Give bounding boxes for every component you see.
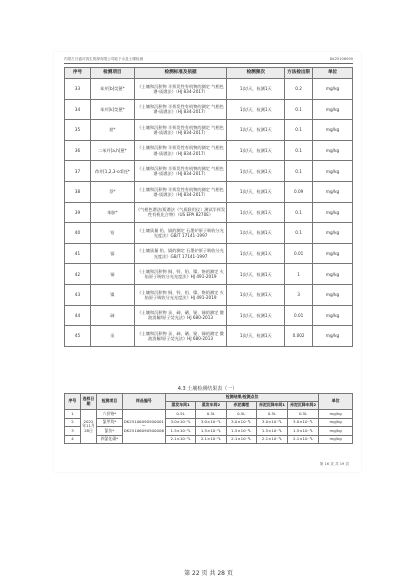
row-unit: mg/kg xyxy=(313,326,353,347)
row-limit: 0.09 xyxy=(285,181,313,202)
results-table-row xyxy=(65,410,353,419)
methods-table-row xyxy=(65,140,353,161)
r-row-value: 0.5L xyxy=(165,410,195,419)
row-method: 《土壤和沉积物 铜、锌、铅、镍、铬的测定 火焰原子吸收分光光度法》HJ 491-2019 xyxy=(134,264,227,285)
row-unit: mg/kg xyxy=(313,305,353,326)
row-no: 33 xyxy=(65,79,91,100)
row-limit: 0.1 xyxy=(285,140,313,161)
row-method: 《土壤和沉积物 铜、锌、铅、镍、铬的测定 火焰原子吸收分光光度法》HJ 491-2019 xyxy=(134,284,227,305)
methods-table-row xyxy=(65,99,353,120)
col-unit: 单位 xyxy=(313,68,353,79)
col-method: 检测标准及依据 xyxy=(134,68,227,79)
row-item: 萘* xyxy=(90,181,134,202)
results-table xyxy=(64,393,353,444)
r-col-sample-id: 样品编号 xyxy=(122,394,165,410)
methods-table-row xyxy=(65,305,353,326)
row-frequency: 1次/天，检测1天 xyxy=(227,99,285,120)
row-no: 40 xyxy=(65,223,91,244)
row-limit: 0.002 xyxy=(285,326,313,347)
row-frequency: 1次/天，检测1天 xyxy=(227,305,285,326)
row-unit: mg/kg xyxy=(313,243,353,264)
row-item: 苯并[b]荧蒽* xyxy=(90,79,134,100)
row-method: 《土壤质量 铅、镉的测定 石墨炉原子吸收分光光度法》GB/T 17141-1997 xyxy=(134,243,227,264)
r-row-unit: mg/kg xyxy=(319,427,353,436)
row-item: 铅 xyxy=(90,223,134,244)
r-row-value: 2.1×10⁻³L xyxy=(226,435,256,444)
r-row-item: 氯仿* xyxy=(97,427,123,436)
row-limit: 0.1 xyxy=(285,99,313,120)
row-method: 《土壤和沉积物 半挥发性有机物的测定 气相色谱-质谱法》（HJ 834-2017） xyxy=(134,79,227,100)
row-item: 苯胺* xyxy=(90,202,134,223)
r-row-value: 3.0×10⁻³L xyxy=(165,418,195,427)
row-frequency: 1次/天，检测1天 xyxy=(227,140,285,161)
row-limit: 0.1 xyxy=(285,202,313,223)
r-row-item: 四氯化碳* xyxy=(97,435,123,444)
row-frequency: 1次/天，检测1天 xyxy=(227,181,285,202)
r-row-value: 0.5L xyxy=(196,410,226,419)
row-unit: mg/kg xyxy=(313,181,353,202)
r-row-value: 3.0×10⁻³L xyxy=(288,418,319,427)
r-row-value: 0.5L xyxy=(256,410,287,419)
row-frequency: 1次/天，检测1天 xyxy=(227,79,285,100)
row-no: 44 xyxy=(65,305,91,326)
row-unit: mg/kg xyxy=(313,79,353,100)
row-no: 42 xyxy=(65,264,91,285)
r-row-value: 3.0×10⁻³L xyxy=(256,418,287,427)
row-frequency: 1次/天，检测1天 xyxy=(227,326,285,347)
row-no: 41 xyxy=(65,243,91,264)
row-no: 35 xyxy=(65,120,91,141)
row-item: 茚并[1,2,3-cd]芘* xyxy=(90,161,134,182)
results-table-row xyxy=(65,418,353,427)
r-row-value: 1.5×10⁻³L xyxy=(288,427,319,436)
r-row-unit: mg/kg xyxy=(319,435,353,444)
row-no: 34 xyxy=(65,99,91,120)
r-col-item: 检测项目 xyxy=(97,394,123,410)
r-row-value: 0.5L xyxy=(288,410,319,419)
row-limit: 1 xyxy=(285,264,313,285)
row-no: 37 xyxy=(65,161,91,182)
methods-table-row xyxy=(65,326,353,347)
row-frequency: 1次/天，检测1天 xyxy=(227,223,285,244)
col-item: 检测项目 xyxy=(90,68,134,79)
header-company: 内蒙古日盛可再生资源有限公司地下水及土壤检测 xyxy=(64,57,144,61)
row-limit: 3 xyxy=(285,284,313,305)
r-row-no: 2 xyxy=(65,418,81,427)
row-frequency: 1次/天，检测1天 xyxy=(227,243,285,264)
row-item: 镍 xyxy=(90,284,134,305)
row-limit: 0.01 xyxy=(285,305,313,326)
row-item: 镉 xyxy=(90,243,134,264)
r-col-point-1: 蒸发车间1 xyxy=(165,402,195,410)
methods-table-row xyxy=(65,161,353,182)
r-row-item: 氯甲烷* xyxy=(97,418,123,427)
row-item: 砷 xyxy=(90,305,134,326)
methods-table-row xyxy=(65,120,353,141)
methods-table-row xyxy=(65,284,353,305)
r-col-date: 选样日期 xyxy=(80,394,96,410)
row-frequency: 1次/天，检测1天 xyxy=(227,264,285,285)
row-frequency: 1次/天，检测1天 xyxy=(227,120,285,141)
r-row-no: 3 xyxy=(65,427,81,436)
row-method: 《土壤和沉积物 半挥发性有机物的测定 气相色谱-质谱法》（HJ 834-2017） xyxy=(134,140,227,161)
r-sample-date: 2022年11月28日 xyxy=(80,410,96,444)
row-method: 《土壤和沉积物 汞、砷、硒、铋、锑的测定 微波消解/原子荧光法》HJ 680-2013 xyxy=(134,326,227,347)
r-row-value: 1.5×10⁻³L xyxy=(256,427,287,436)
row-limit: 0.1 xyxy=(285,223,313,244)
row-no: 39 xyxy=(65,202,91,223)
row-unit: mg/kg xyxy=(313,161,353,182)
row-no: 43 xyxy=(65,284,91,305)
r-row-value: 3.0×10⁻³L xyxy=(196,418,226,427)
methods-table-row xyxy=(65,181,353,202)
row-item: 苯并[k]荧蒽* xyxy=(90,99,134,120)
r-row-value: 1.5×10⁻³L xyxy=(165,427,195,436)
r-col-point-4: 赤泥沉降车间1 xyxy=(256,402,287,410)
row-frequency: 1次/天，检测1天 xyxy=(227,161,285,182)
outer-page-number: 第 22 页 共 28 页 xyxy=(184,570,233,577)
methods-table-row xyxy=(65,223,353,244)
results-table-caption: 4.3 土壤检测结果表（一） xyxy=(177,386,238,392)
results-table-row xyxy=(65,427,353,436)
row-limit: 0.1 xyxy=(285,161,313,182)
document-page xyxy=(54,52,361,472)
row-unit: mg/kg xyxy=(313,99,353,120)
row-method: 《土壤和沉积物 半挥发性有机物的测定 气相色谱-质谱法》（HJ 834-2017） xyxy=(134,99,227,120)
row-no: 38 xyxy=(65,181,91,202)
r-col-point-2: 蒸发车间2 xyxy=(196,402,226,410)
r-col-point-3: 赤泥填埋 xyxy=(226,402,256,410)
r-row-value: 2.1×10⁻³L xyxy=(256,435,287,444)
r-row-value: 2.1×10⁻³L xyxy=(196,435,226,444)
row-method: 《气相色谱法/质谱法（气质联用仪）测试半挥发性有机化合物》（US EPA 8270E） xyxy=(134,202,227,223)
r-col-group: 检测结果/检测点位 xyxy=(165,394,318,402)
row-no: 45 xyxy=(65,326,91,347)
col-no: 序号 xyxy=(65,68,91,79)
row-unit: mg/kg xyxy=(313,202,353,223)
r-col-point-5: 赤泥沉降车间2 xyxy=(288,402,319,410)
r-row-value: 2.1×10⁻³L xyxy=(288,435,319,444)
row-no: 36 xyxy=(65,140,91,161)
r-row-value: 1.5×10⁻³L xyxy=(196,427,226,436)
row-method: 《土壤和沉积物 半挥发性有机物的测定 气相色谱-质谱法》（HJ 834-2017） xyxy=(134,161,227,182)
row-unit: mg/kg xyxy=(313,120,353,141)
row-frequency: 1次/天，检测1天 xyxy=(227,202,285,223)
row-item: 铜 xyxy=(90,264,134,285)
row-frequency: 1次/天，检测1天 xyxy=(227,284,285,305)
row-method: 《土壤和沉积物 半挥发性有机物的测定 气相色谱-质谱法》（HJ 834-2017） xyxy=(134,181,227,202)
r-col-no: 序号 xyxy=(65,394,81,410)
row-item: 汞 xyxy=(90,326,134,347)
r-sample-id: DK25106090500001～DK25106090500006 xyxy=(122,410,165,444)
r-row-value: 2.1×10⁻³L xyxy=(165,435,195,444)
row-unit: mg/kg xyxy=(313,264,353,285)
inner-page-number: 第 16 页 共 19 页 xyxy=(319,462,349,466)
r-row-unit: mg/kg xyxy=(319,410,353,419)
methods-table-row xyxy=(65,243,353,264)
r-row-value: 3.0×10⁻³L xyxy=(226,418,256,427)
row-unit: mg/kg xyxy=(313,223,353,244)
row-limit: 0.01 xyxy=(285,243,313,264)
row-method: 《土壤和沉积物 半挥发性有机物的测定 气相色谱-质谱法》（HJ 834-2017） xyxy=(134,120,227,141)
row-unit: mg/kg xyxy=(313,140,353,161)
row-method: 《土壤和沉积物 汞、砷、硒、铋、锑的测定 微波消解/原子荧光法》HJ 680-2013 xyxy=(134,305,227,326)
methods-table xyxy=(64,67,353,347)
header-report-no: DK25106090 xyxy=(329,57,353,61)
methods-table-row xyxy=(65,79,353,100)
col-frequency: 检测频次 xyxy=(227,68,285,79)
r-row-value: 1.5×10⁻³L xyxy=(226,427,256,436)
methods-table-header xyxy=(65,68,353,79)
row-item: 䓛* xyxy=(90,120,134,141)
col-limit: 方法检出限 xyxy=(285,68,313,79)
r-row-no: 4 xyxy=(65,435,81,444)
r-row-value: 0.5L xyxy=(226,410,256,419)
row-method: 《土壤质量 铅、镉的测定 石墨炉原子吸收分光光度法》GB/T 17141-1997 xyxy=(134,223,227,244)
row-item: 二苯并[a,h]蒽* xyxy=(90,140,134,161)
methods-table-row xyxy=(65,202,353,223)
row-limit: 0.2 xyxy=(285,79,313,100)
results-header-row-1 xyxy=(65,394,353,402)
methods-table-row xyxy=(65,264,353,285)
row-limit: 0.1 xyxy=(285,120,313,141)
results-table-row xyxy=(65,435,353,444)
r-row-item: 六价铬* xyxy=(97,410,123,419)
header-rule xyxy=(64,63,353,64)
r-row-no: 1 xyxy=(65,410,81,419)
row-unit: mg/kg xyxy=(313,284,353,305)
r-row-unit: mg/kg xyxy=(319,418,353,427)
r-col-unit: 单位 xyxy=(319,394,353,410)
